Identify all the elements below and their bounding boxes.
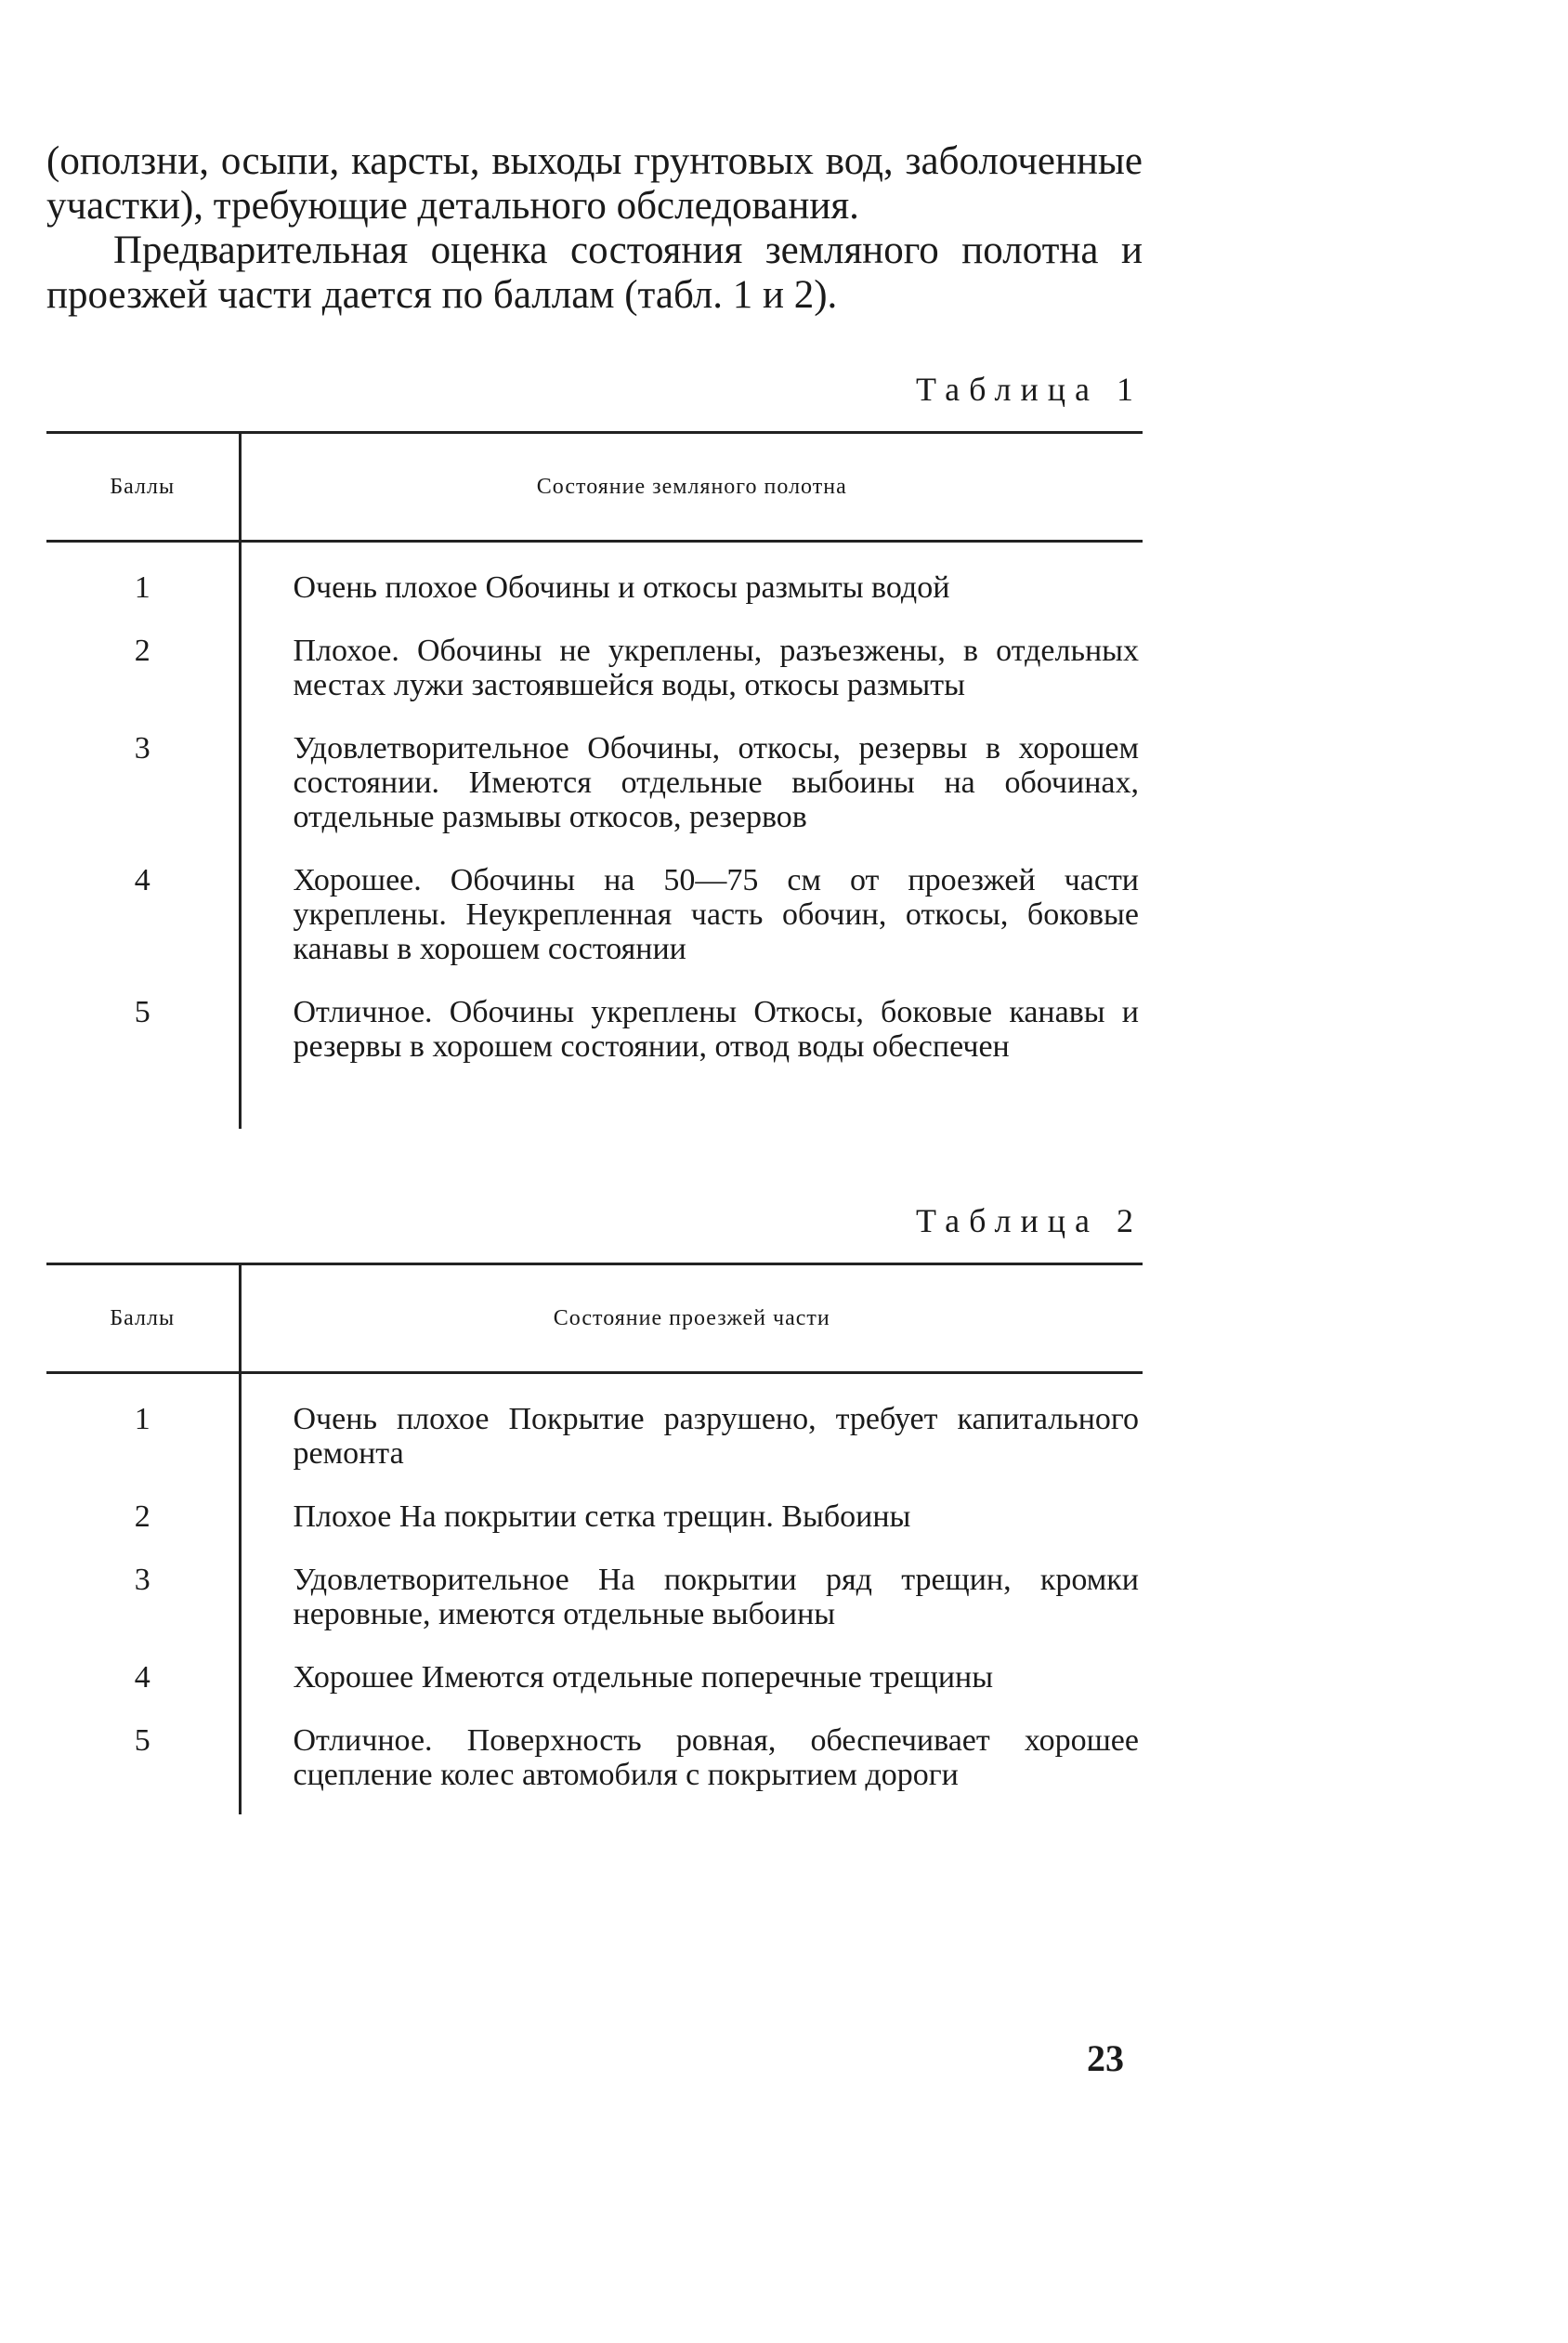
table-row [46,633,1143,730]
score-cell: 3 [46,1562,240,1659]
table-row [46,1722,1143,1814]
table-row [46,862,1143,994]
score-cell: 5 [46,994,240,1129]
description-cell: Отличное. Обочины укреплены Откосы, боковые канавы и резервы в хорошем состоянии, отвод воды обеспечен [293,995,1139,1064]
table2 [46,1263,1143,1814]
table-row [46,1562,1143,1659]
description-cell: Очень плохое Покрытие разрушено, требует капитального ремонта [293,1402,1139,1471]
table-row [46,730,1143,862]
description-cell: Плохое На покрытии сетка трещин. Выбоины [293,1499,911,1534]
description-cell: Отличное. Поверхность ровная, обеспечивает хорошее сцепление колес автомобиля с покрытием дороги [293,1723,1139,1792]
table-row [46,1373,1143,1499]
document-page [46,139,1143,1814]
score-cell: 2 [46,633,240,730]
table2-score-header: Баллы [46,1264,240,1373]
description-cell: Удовлетворительное На покрытии ряд трещин, кромки неровные, имеются отдельные выбоины [293,1563,1139,1631]
table1-caption: Таблица 1 [916,371,1143,408]
description-cell: Удовлетворительное Обочины, откосы, резервы в хорошем состоянии. Имеются отдельные выбоины на обочинах, отдельные размывы откосов, резервов [293,731,1139,834]
score-cell: 2 [46,1499,240,1562]
table-row [46,994,1143,1129]
score-cell: 1 [46,1373,240,1499]
description-cell: Хорошее. Обочины на 50—75 см от проезжей части укреплены. Неукрепленная часть обочин, откосы, боковые канавы в хорошем состоянии [293,863,1139,966]
score-cell: 4 [46,862,240,994]
description-cell: Хорошее Имеются отдельные поперечные трещины [293,1660,994,1695]
description-cell: Плохое. Обочины не укреплены, разъезжены, в отдельных местах лужи застоявшейся воды, откосы размыты [293,634,1139,702]
table-row [46,542,1143,634]
table1-header-row [46,433,1143,542]
intro-paragraph-1: (оползни, осыпи, карсты, выходы грунтовых вод, заболоченные участки), требующие детального обследования. [46,139,1143,228]
description-cell: Очень плохое Обочины и откосы размыты водой [293,570,950,605]
score-cell: 5 [46,1722,240,1814]
score-cell: 3 [46,730,240,862]
score-cell: 4 [46,1659,240,1722]
table-row [46,1659,1143,1722]
table2-state-header: Состояние проезжей части [240,1264,1143,1373]
table2-caption: Таблица 2 [916,1202,1143,1239]
table1 [46,431,1143,1129]
table-row [46,1499,1143,1562]
intro-paragraph-2: Предварительная оценка состояния земляного полотна и проезжей части дается по баллам (табл. 1 и 2). [46,229,1143,317]
score-cell: 1 [46,542,240,634]
page-number: 23 [1087,2037,1124,2079]
table2-header-row [46,1264,1143,1373]
table1-state-header: Состояние земляного полотна [240,433,1143,542]
table1-score-header: Баллы [46,433,240,542]
